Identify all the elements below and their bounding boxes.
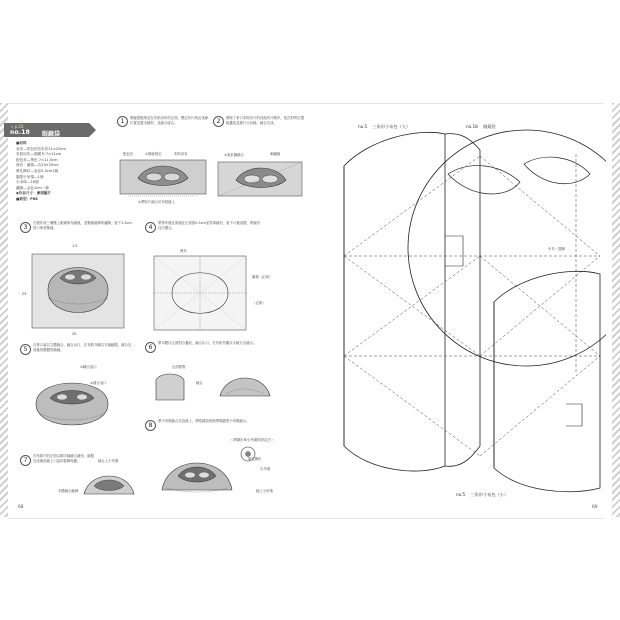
fig6-illustration-left — [150, 366, 190, 406]
fig7-label-left: 本體縫合縫線 — [58, 489, 79, 493]
fig1-label-applique: 布貼用布 — [174, 152, 188, 156]
fig8-label-attach: 縫上小吊環 — [256, 489, 273, 493]
fig4-illustration — [150, 250, 250, 334]
step-5-badge: 5 — [20, 344, 31, 355]
step-7-text: 在布貼片的正面以順手縫縫合縫份，縫製完成後再縫上口袋的裝飾與鍵。 — [33, 454, 95, 463]
project-number: no.18 — [10, 129, 31, 136]
pattern-center-label: 中央・摺線 — [548, 247, 565, 251]
right-edge-hatch — [612, 103, 620, 517]
pattern-small-title — [456, 492, 508, 498]
step-2-text: 將除了拿口布貼布片的其他布片順序，依次對齊位置後疊放並進行大針縫，縫合完成。 — [226, 116, 304, 125]
fig7-label-right: 縫合上小吊環 — [98, 459, 119, 463]
step-6-badge: 6 — [145, 342, 156, 353]
material-line: 圓型小吊環—1個 — [16, 174, 44, 179]
material-line: 小米珠—16個 — [16, 180, 39, 185]
ribbon-tail — [89, 123, 96, 137]
step-7-badge: 7 — [20, 455, 31, 466]
fig6-illustration-right — [216, 366, 274, 406]
fig3-illustration — [28, 250, 128, 332]
pattern-glasses-title — [466, 124, 496, 130]
fig1-label-mark: ②將貼片縫合於布貼縫上 — [138, 200, 175, 204]
fig8-label-rivet: 單孔鉚釘 — [248, 457, 262, 461]
materials-block — [16, 141, 112, 203]
fig2-label-seam: ②原針腳縫合 — [224, 153, 244, 157]
fig8-rivet-detail — [238, 444, 258, 464]
fig5-label-fold: ①翻出返口 — [80, 365, 97, 369]
material-line: 單孔鉚釘—直徑0.5cm1個 — [16, 168, 59, 173]
materials-heading: ■材料 — [16, 141, 27, 145]
fig4-label-lining: 裡布 — [180, 249, 187, 253]
step-1-text: 將縫製版紙放在布貼用布的正面，標記布片與完成線位置並畫出縫份，並縫合接合。 — [130, 116, 208, 125]
step-4-text: 將拼布後往兩邊往正面留0.5cm並剪掉縫份，留下口後返摺，將縫份往內摺合。 — [158, 221, 261, 230]
fig8-label-ring: 小吊環 — [260, 467, 271, 471]
right-page-number: 69 — [592, 505, 598, 510]
pattern-small-no: no.5 — [456, 492, 466, 497]
step-3-text: 在製作成三層壓上眼鏡與布縫後，並壓縫裝飾的繡線，留下1.5cm的口與布壓縫。 — [33, 221, 132, 230]
fig4-label-back: 襯棉（正面） — [252, 275, 273, 279]
pattern-note: ■紙型：P68 — [16, 196, 38, 201]
step-3-badge: 3 — [20, 222, 31, 233]
fig4-label-back2: （正面） — [252, 301, 266, 305]
step-6-text: 將本體以正面對合疊放，縫合出口，在布貼外圍以平縫方式縫合。 — [158, 341, 257, 345]
size-note: ◆作品尺寸：參照圖片 — [16, 191, 52, 196]
material-line: 布貼用布—顏麗布 7×11cm — [16, 152, 62, 157]
pattern-glasses-name: 眼鏡袋 — [483, 124, 496, 129]
fig7-illustration — [80, 466, 138, 500]
pattern-big-title — [358, 124, 410, 130]
pattern-big-no: no.5 — [358, 124, 368, 129]
material-line: 表布—印色的亮彩布21×20cm — [16, 146, 66, 151]
project-title: 眼鏡袋 — [42, 131, 61, 138]
fig3-label-top: 1.5 — [72, 244, 78, 248]
fig1-label-trace: ①描繪固定 — [145, 152, 162, 156]
step-2-badge: 2 — [213, 116, 224, 127]
fig3-label-side: 23 — [22, 292, 27, 296]
fig6-label-front: 正面相對 — [172, 365, 186, 369]
step-4-badge: 4 — [145, 222, 156, 233]
fig2-label-stitch: 刺繡縫 — [270, 152, 281, 156]
pattern-big-name: 三角形小布包（大） — [372, 124, 411, 129]
material-line: 裡布・襯棉—各23×29cm — [16, 163, 59, 168]
fig5-label-seam: ②縫合返口 — [90, 381, 107, 385]
fig2-illustration — [214, 158, 306, 200]
fig8-label-caption: ＜將鉚釘與小吊環的固定法＞ — [230, 438, 275, 442]
step-8-text: 將小吊環縫合在袋緣上，將眼鏡袋收納帶與圓型小吊環縫合。 — [158, 419, 250, 423]
page-reference: → p.20 — [10, 124, 24, 129]
fig6-label-stitch: 縫合 — [196, 381, 203, 385]
fig1-illustration — [118, 156, 208, 198]
step-8-badge: 8 — [145, 420, 156, 431]
material-line: 繡線—金色1cm一條 — [16, 185, 49, 190]
step-1-badge: 1 — [117, 116, 128, 127]
left-page-number: 68 — [18, 505, 24, 510]
left-edge-hatch — [0, 103, 8, 517]
step-5-text: 在拼口處以立體縫合，縫合出口，在布貼外圍以平縫縫製，縫合完成後再整體的鉤縫。 — [33, 343, 132, 352]
pattern-small-name: 三角形小布包（小） — [470, 492, 509, 497]
fig8-illustration — [158, 446, 236, 496]
project-title-ribbon — [4, 123, 89, 137]
pattern-sheet — [330, 116, 606, 512]
fig3-label-bottom: 29 — [72, 332, 77, 336]
pattern-glasses-no: no.18 — [466, 124, 478, 129]
fig5-illustration — [28, 368, 116, 440]
fig1-label-cloth: 配色布 — [123, 152, 134, 156]
material-line: 配色布—黑色 7×11.5cm — [16, 157, 58, 162]
